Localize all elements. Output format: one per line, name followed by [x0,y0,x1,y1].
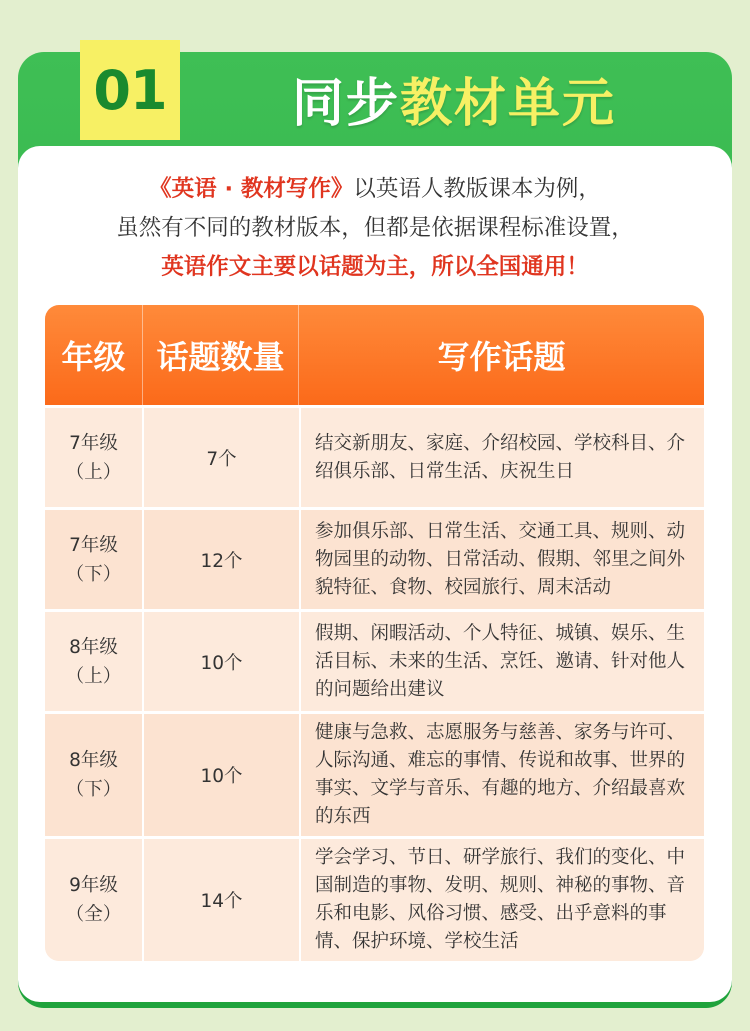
grade-label: 7年级 [69,432,118,454]
table-row [45,609,704,711]
title-part-white: 同步 [292,73,401,134]
grade-cell [45,510,144,609]
table-row [45,711,704,836]
grade-cell [45,714,144,836]
table-header [45,305,704,405]
intro-line-1 [30,170,720,209]
header-count: 话题数量 [143,305,299,405]
term-label: （上） [65,461,122,483]
term-label: （上） [65,665,122,687]
table-row [45,405,704,507]
header-topics: 写作话题 [437,338,566,376]
grade-label: 8年级 [69,636,118,658]
header-grade: 年级 [45,305,143,405]
count-cell: 12个 [144,510,301,609]
intro-text [30,170,720,287]
section-title [292,62,616,134]
table-row [45,507,704,609]
intro-line-3: 英语作文主要以话题为主，所以全国通用！ [161,254,589,280]
count-cell: 10个 [144,612,301,711]
grade-cell [45,612,144,711]
term-label: （下） [65,779,122,800]
topics-table [45,305,704,961]
intro-line-1-rest: 以英语人教版课本为例， [353,176,601,202]
count-cell: 14个 [144,839,301,961]
count-cell: 7个 [144,408,301,507]
topics-cell: 结交新朋友、家庭、介绍校园、学校科目、介绍俱乐部、日常生活、庆祝生日 [315,432,686,482]
table-body [45,405,704,961]
term-label: （全） [65,904,122,925]
topics-cell: 参加俱乐部、日常生活、交通工具、规则、动物园里的动物、日常活动、假期、邻里之间外貌特征、食物、校园旅行、周末活动 [315,520,686,598]
grade-cell [45,839,144,961]
table-row [45,836,704,961]
grade-label: 7年级 [69,534,118,556]
topics-cell: 学会学习、节日、研学旅行、我们的变化、中国制造的事物、发明、规则、神秘的事物、音乐和电影、风俗习惯、感受、出乎意料的事情、保护环境、学校生活 [315,847,686,952]
topics-cell: 健康与急救、志愿服务与慈善、家务与许可、人际沟通、难忘的事情、传说和故事、世界的事实、文学与音乐、有趣的地方、介绍最喜欢的东西 [315,722,686,827]
count-cell: 10个 [144,714,301,836]
intro-line-2: 虽然有不同的教材版本，但都是依据课程标准设置， [116,215,634,241]
grade-cell [45,408,144,507]
term-label: （下） [65,563,122,585]
grade-label: 9年级 [69,875,118,896]
title-part-yellow: 教材单元 [400,73,617,134]
topics-cell: 假期、闲暇活动、个人特征、城镇、娱乐、生活目标、未来的生活、烹饪、邀请、针对他人的问题给出建议 [315,622,686,700]
book-title: 《英语 · 教材写作》 [149,176,354,202]
section-number-badge: 01 [80,40,180,140]
grade-label: 8年级 [69,750,118,771]
